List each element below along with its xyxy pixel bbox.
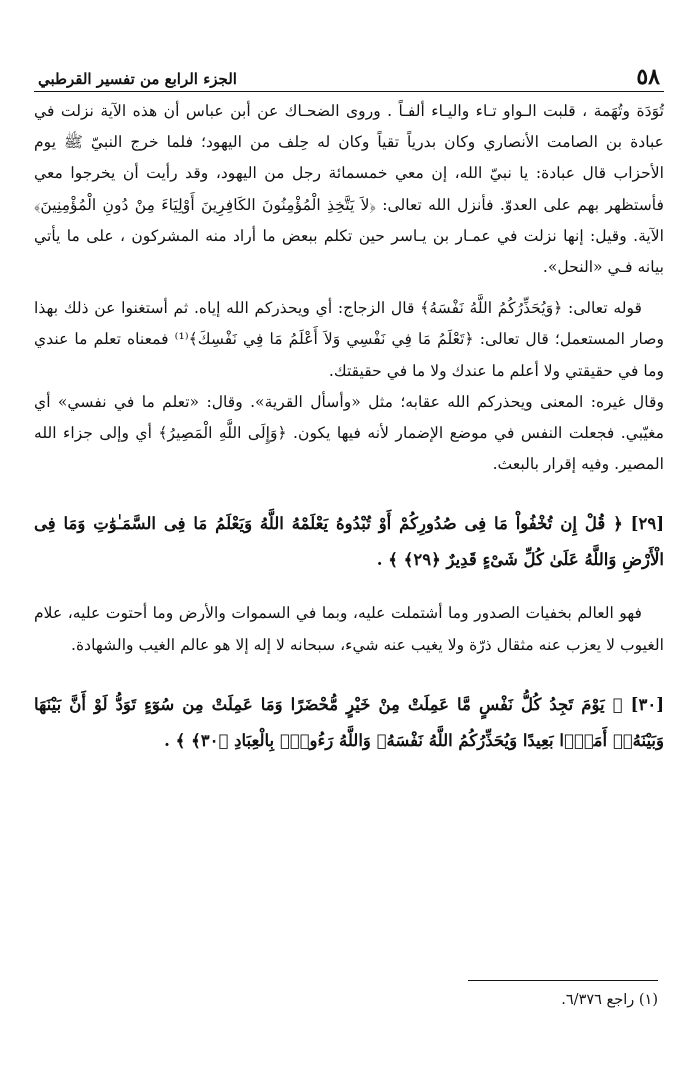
commentary-block-3 xyxy=(34,598,664,660)
verse-end-mark: ﴾ . xyxy=(376,550,398,570)
commentary-paragraph: فهو العالم بخفيات الصدور وما أشتملت عليه، وبما في السموات والأرض وما أحتوت عليه، علام الغيوب لا يعزب عنه مثقال ذرّة ولا يغيب عنه شيء، سبحانه لا إله إلا هو عالم الغيب والشهادة. xyxy=(34,604,664,654)
verse-text: ﴿ يَوْمَ تَجِدُ كُلُّ نَفْسٍ مَّا عَمِلَتْ مِنْ خَيْرٍ مُّحْضَرًا وَمَا عَمِلَتْ مِن سُوٓءٍ تَوَدُّ لَوْ أَنَّ بَيْنَهَا وَبَيْنَهُۥٓ أَمَدًۢا بَعِيدًا وَيُحَذِّرُكُمُ اللَّهُ نَفْسَهُۥ وَاللَّهُ رَءُوفٌۢ بِالْعِبَادِ ﴿٣٠﴾ xyxy=(34,694,664,750)
page-number: ٥٨ xyxy=(636,64,660,90)
verse-30 xyxy=(34,687,664,759)
verse-text: ﴿ قُلْ إِن تُخْفُواْ مَا فِى صُدُورِكُمْ أَوْ تُبْدُوهُ يَعْلَمْهُ اللَّهُ وَيَعْلَمُ مَا فِى السَّمَـٰوَٰتِ وَمَا فِى الْأَرْضِ وَاللَّهُ عَلَىٰ كُلِّ شَىْءٍ قَدِيرٌ ﴿٢٩﴾ xyxy=(34,514,664,570)
commentary-block-1 xyxy=(34,96,664,283)
verse-number: [٢٩] xyxy=(630,514,664,534)
commentary-block-2 xyxy=(34,293,664,480)
verse-end-mark: ﴾ . xyxy=(164,730,186,750)
verse-29 xyxy=(34,506,664,578)
footnote: (١) راجع ٦/٣٧٦. xyxy=(561,992,658,1008)
verse-number: [٣٠] xyxy=(630,694,664,714)
footnote-divider xyxy=(468,980,658,981)
running-title: الجزء الرابع من تفسير القرطبي xyxy=(38,70,237,88)
commentary-paragraph: تُوَدَة وتُهَمة ، قلبت الـواو تـاء واليـاء ألفـاً . وروى الضحـاك عن أبن عباس أن هذه الآية نزلت في عبادة بن الصامت الأنصاري وكان بدرياً تقياً وكان له حِلف من اليهود؛ فلما خرج النبيّ ﷺ يوم الأحزاب قال عبادة: يا نبيّ الله، إن معي خمسمائة رجل من اليهود، وقد رأيت أن يخرجوا معي فأستظهر بهم على العدوّ. فأنزل الله تعالى: ﴿لاَ يَتَّخِذِ الْمُؤْمِنُونَ الكَافِرِينَ أَوْلِيَاءَ مِنْ دُونِ الْمُؤْمِنِينَ﴾ الآية. وقيل: إنها نزلت في عمـار بن يـاسر حين تكلم ببعض ما أراد منه المشركون ، على ما يأتي بيانه فـي «النحل». xyxy=(34,102,664,277)
commentary-paragraph: وقال غيره: المعنى ويحذركم الله عقابه؛ مثل «وأسأل القرية». وقال: «تعلم ما في نفسي» أي مغيّبي. فجعلت النفس في موضع الإضمار لأنه فيها يكون. ﴿وَإِلَى اللَّهِ الْمَصِيرُ﴾ أي وإلى جزاء الله المصير. وفيه إقرار بالبعث. xyxy=(34,392,664,474)
book-page xyxy=(34,58,664,1058)
commentary-paragraph: قوله تعالى: ﴿وَيُحَذِّرُكُمُ اللَّهُ نَفْسَهُ﴾ قال الزجاج: أي ويحذركم الله إياه. ثم أستغنوا عن ذلك بهذا وصار المستعمل؛ قال تعالى: ﴿تَعْلَمُ مَا فِي نَفْسِي وَلاَ أَعْلَمُ مَا فِي نَفْسِكَ﴾⁽¹⁾ فمعناه تعلم ما عندي وما في حقيقتي ولا أعلم ما عندك ولا ما في حقيقتك. xyxy=(34,299,665,380)
page-header xyxy=(34,58,664,92)
